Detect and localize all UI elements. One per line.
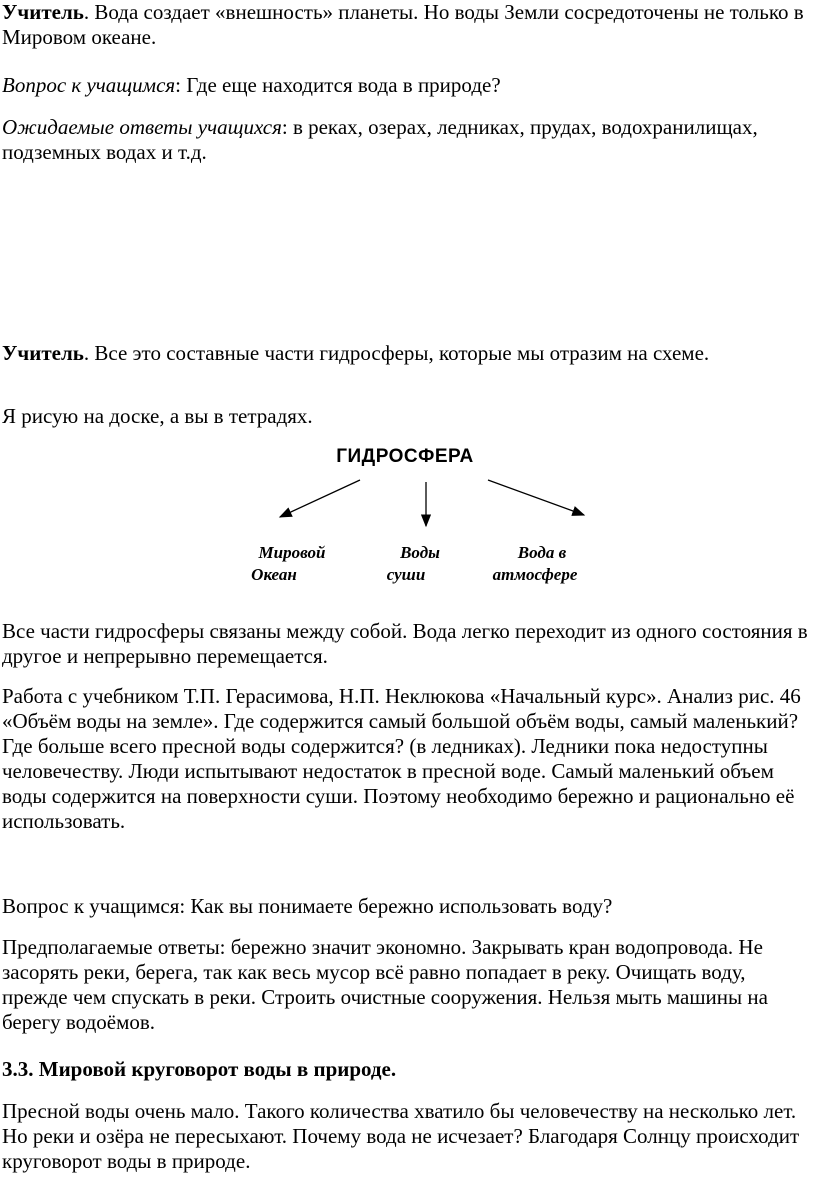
label-line: Воды xyxy=(400,543,440,562)
label-line: суши xyxy=(386,565,426,584)
paragraph-text: : Где еще находится вода в природе? xyxy=(175,73,501,97)
paragraph-text: Я рисую на доске, а вы в тетрадях. xyxy=(2,404,313,428)
label-atmosphere-water xyxy=(470,542,600,586)
paragraph-expected-answers xyxy=(2,115,814,165)
hydrosphere-diagram xyxy=(0,440,816,600)
paragraph-teacher-scheme xyxy=(2,341,814,366)
paragraph-text: Все части гидросферы связаны между собой. Вода легко переходит из одного состояния в другое и непрерывно перемещается. xyxy=(2,619,808,668)
arrow-left xyxy=(280,480,360,517)
question-label: Вопрос к учащимся xyxy=(2,73,176,97)
paragraph-text: . Вода создает «внешность» планеты. Но воды Земли сосредоточены не только в Мировом океане. xyxy=(2,0,804,49)
label-line: атмосфере xyxy=(492,565,578,584)
paragraph-text: Предполагаемые ответы: бережно значит экономно. Закрывать кран водопровода. Не засорять реки, берега, так как весь мусор всё равно попадает в реку. Очищать воду, прежде чем спускать в реки. Строить очистные сооружения. Нельзя мыть машины на берегу водоёмов. xyxy=(2,935,768,1034)
paragraph-expected-answers-2 xyxy=(2,935,814,1035)
paragraph-connected-parts xyxy=(2,619,814,669)
paragraph-question-2 xyxy=(2,894,814,919)
paragraph-text: Вопрос к учащимся: Как вы понимаете бережно использовать воду? xyxy=(2,894,613,918)
paragraph-textbook-work xyxy=(2,684,814,834)
label-line: Океан xyxy=(251,565,297,584)
answers-label: Ожидаемые ответы учащихся xyxy=(2,115,282,139)
paragraph-water-cycle xyxy=(2,1099,814,1174)
label-world-ocean xyxy=(228,542,338,586)
speaker-label: Учитель xyxy=(2,0,84,24)
speaker-label: Учитель xyxy=(2,341,84,365)
section-heading: 3.3. Мировой круговорот воды в природе. xyxy=(2,1057,397,1081)
paragraph-text: Пресной воды очень мало. Такого количества хватило бы человечеству на несколько лет. Но реки и озёра не пересыхают. Почему вода не исчезает? Благодаря Солнцу происходит круговорот воды в природе. xyxy=(2,1099,800,1173)
paragraph-text: . Все это составные части гидросферы, которые мы отразим на схеме. xyxy=(83,341,710,365)
diagram-title: ГИДРОСФЕРА xyxy=(336,446,474,467)
arrow-right xyxy=(488,480,584,515)
label-land-waters xyxy=(360,542,460,586)
paragraph-teacher-intro xyxy=(2,0,814,50)
label-line: Вода в xyxy=(517,543,567,562)
paragraph-drawing xyxy=(2,404,814,429)
label-line: Мировой xyxy=(258,543,326,562)
paragraph-question xyxy=(2,73,814,98)
paragraph-text: : в реках, озерах, ледниках, прудах, водохранилищах, подземных водах и т.д. xyxy=(2,115,758,164)
paragraph-text: Работа с учебником Т.П. Герасимова, Н.П. Неклюкова «Начальный курс». Анализ рис. 46 «Объём воды на земле». Где содержится самый большой объём воды, самый маленький? Где больше всего пресной воды содержится? (в ледниках). Ледники пока недоступны человечеству. Люди испытывают недостаток в пресной воде. Самый маленький объем воды содержится на поверхности суши. Поэтому необходимо бережно и рационально её использовать. xyxy=(2,684,801,833)
